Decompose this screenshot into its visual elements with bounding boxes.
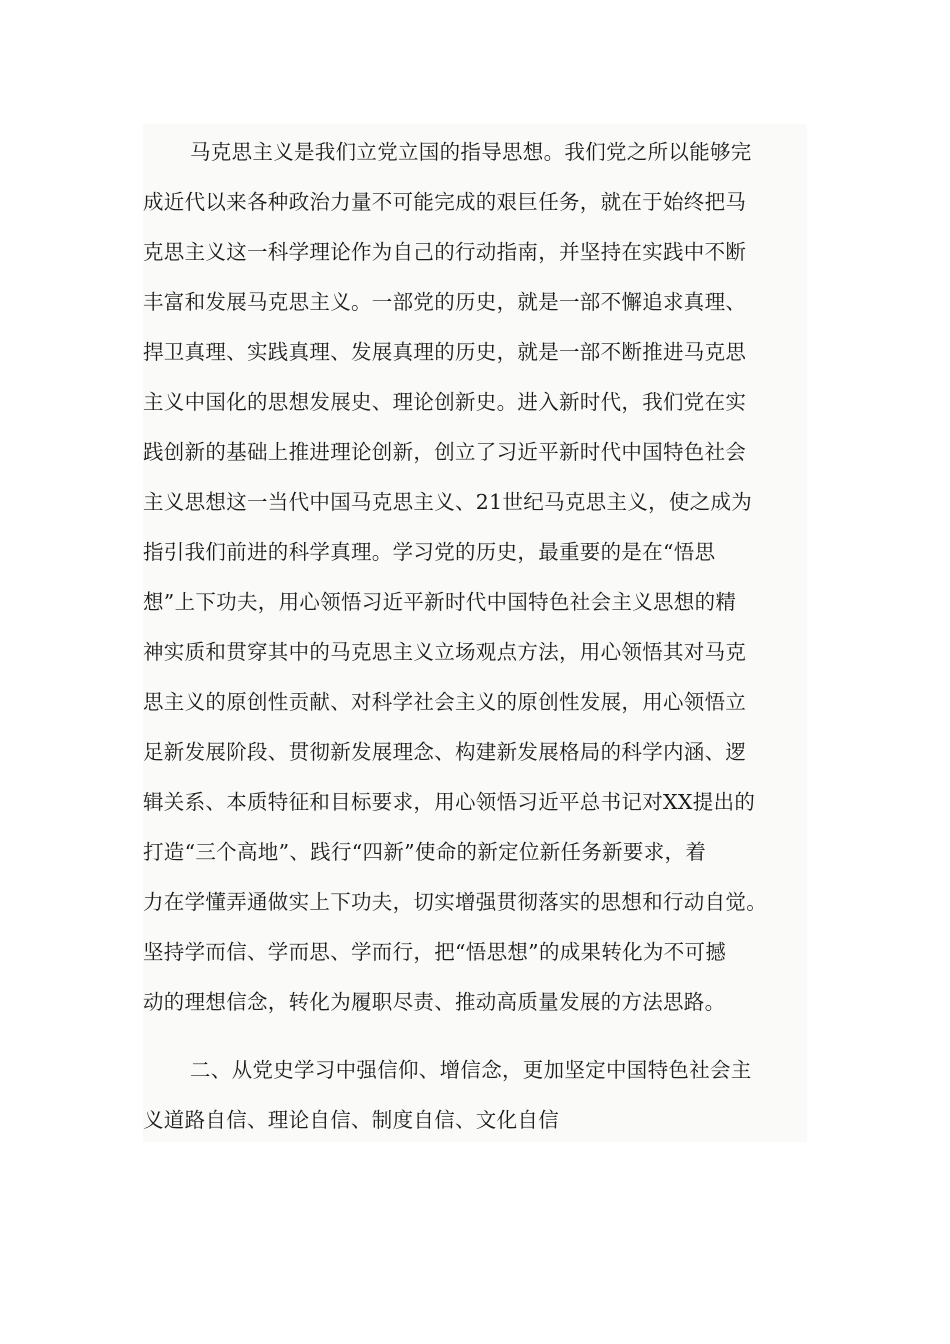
paragraph-line: 想”上下功夫，用心领悟习近平新时代中国特色社会主义思想的精 xyxy=(143,590,737,614)
paragraph-line: 思主义的原创性贡献、对科学社会主义的原创性发展，用心领悟立 xyxy=(143,690,747,714)
section-heading-line: 义道路自信、理论自信、制度自信、文化自信 xyxy=(143,1108,559,1132)
paragraph-line: 足新发展阶段、贯彻新发展理念、构建新发展格局的科学内涵、逻 xyxy=(143,740,747,764)
paragraph-line: 马克思主义是我们立党立国的指导思想。我们党之所以能够完 xyxy=(190,140,752,164)
paragraph-line: 成近代以来各种政治力量不可能完成的艰巨任务，就在于始终把马 xyxy=(143,190,747,214)
paragraph-line: 神实质和贯穿其中的马克思主义立场观点方法，用心领悟其对马克 xyxy=(143,640,747,664)
paragraph-line: 主义中国化的思想发展史、理论创新史。进入新时代，我们党在实 xyxy=(143,390,747,414)
paragraph-line: 践创新的基础上推进理论创新，创立了习近平新时代中国特色社会 xyxy=(143,440,747,464)
paragraph-line: 克思主义这一科学理论作为自己的行动指南，并坚持在实践中不断 xyxy=(143,240,747,264)
paragraph-line: 坚持学而信、学而思、学而行，把“悟思想”的成果转化为不可撼 xyxy=(143,940,727,964)
paragraph-line: 捍卫真理、实践真理、发展真理的历史，就是一部不断推进马克思 xyxy=(143,340,747,364)
paragraph-line: 辑关系、本质特征和目标要求，用心领悟习近平总书记对XX提出的 xyxy=(143,790,756,814)
paragraph-line: 动的理想信念，转化为履职尽责、推动高质量发展的方法思路。 xyxy=(143,990,726,1014)
paragraph-line: 主义思想这一当代中国马克思主义、21世纪马克思主义，使之成为 xyxy=(143,490,753,514)
text-block xyxy=(143,124,807,1142)
paragraph-line: 指引我们前进的科学真理。学习党的历史，最重要的是在“悟思 xyxy=(143,540,716,564)
paragraph-line: 打造“三个高地”、践行“四新”使命的新定位新任务新要求，着 xyxy=(143,840,707,864)
section-heading-line: 二、从党史学习中强信仰、增信念，更加坚定中国特色社会主 xyxy=(190,1058,752,1082)
paragraph-line: 丰富和发展马克思主义。一部党的历史，就是一部不懈追求真理、 xyxy=(143,290,747,314)
paragraph-line: 力在学懂弄通做实上下功夫，切实增强贯彻落实的思想和行动自觉。 xyxy=(143,890,767,914)
